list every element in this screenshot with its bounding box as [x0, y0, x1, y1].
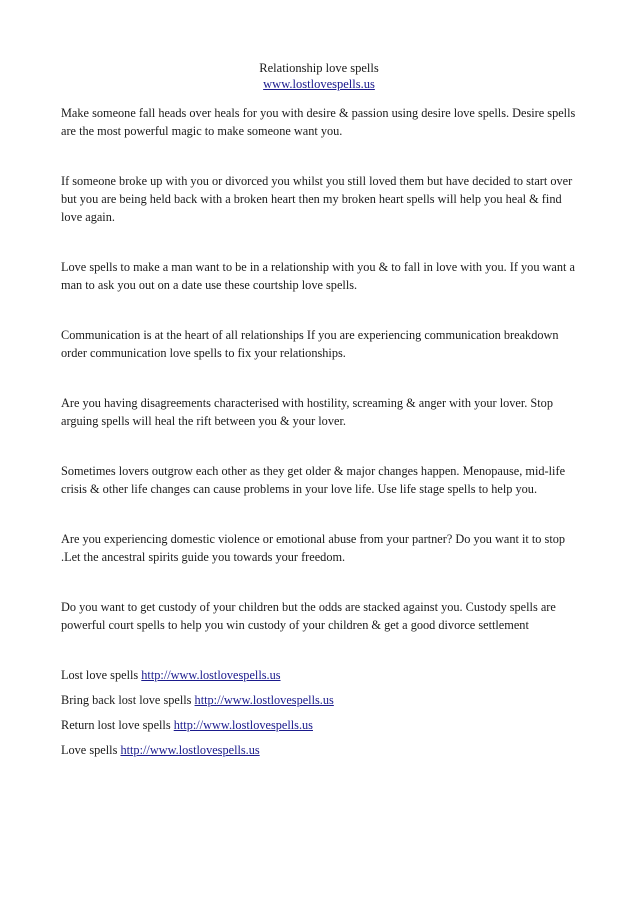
link-label: Lost love spells [61, 668, 139, 682]
link-list [61, 666, 581, 759]
document-title: Relationship love spells [259, 61, 379, 75]
paragraph-custody-spells: Do you want to get custody of your children but the odds are stacked against you. Custody spells are powerful court spells to help you win custody of your children & get a good divorce settlement [61, 600, 556, 632]
lost-love-spells-link[interactable]: http://www.lostlovespells.us [141, 668, 281, 682]
paragraph-communication-spells: Communication is at the heart of all relationships If you are experiencing communication breakdown order communication love spells to fix your relationships. [61, 328, 559, 360]
list-item [61, 741, 581, 759]
paragraph-domestic-violence: Are you experiencing domestic violence or emotional abuse from your partner? Do you want it to stop .Let the ancestral spirits guide you towards your freedom. [61, 532, 566, 564]
link-label: Bring back lost love spells [61, 693, 192, 707]
document-body [61, 104, 581, 766]
link-label: Love spells [61, 743, 118, 757]
paragraph-desire-spells: Make someone fall heads over heals for you with desire & passion using desire love spells. Desire spells are the most powerful magic to make someone want you. [61, 106, 576, 138]
document-header [0, 60, 638, 92]
return-lost-love-spells-link[interactable]: http://www.lostlovespells.us [173, 718, 313, 732]
header-site-link[interactable]: www.lostlovespells.us [263, 77, 375, 91]
link-label: Return lost love spells [61, 718, 171, 732]
list-item [61, 716, 581, 734]
paragraph-stop-arguing-spells: Are you having disagreements characterised with hostility, screaming & anger with your lover. Stop arguing spells will heal the rift between you & your lover. [61, 396, 553, 428]
paragraph-life-stage-spells: Sometimes lovers outgrow each other as they get older & major changes happen. Menopause, mid-life crisis & other life changes can cause problems in your love life. Use life stage spells to help you. [61, 464, 566, 496]
list-item [61, 666, 581, 684]
list-item [61, 691, 581, 709]
paragraph-broken-heart-spells: If someone broke up with you or divorced you whilst you still loved them but have decided to start over but you are being held back with a broken heart then my broken heart spells will help you heal & find love again. [61, 174, 573, 224]
bring-back-lost-love-spells-link[interactable]: http://www.lostlovespells.us [194, 693, 334, 707]
love-spells-link[interactable]: http://www.lostlovespells.us [120, 743, 260, 757]
paragraph-courtship-spells: Love spells to make a man want to be in a relationship with you & to fall in love with you. If you want a man to ask you out on a date use these courtship love spells. [61, 260, 575, 292]
